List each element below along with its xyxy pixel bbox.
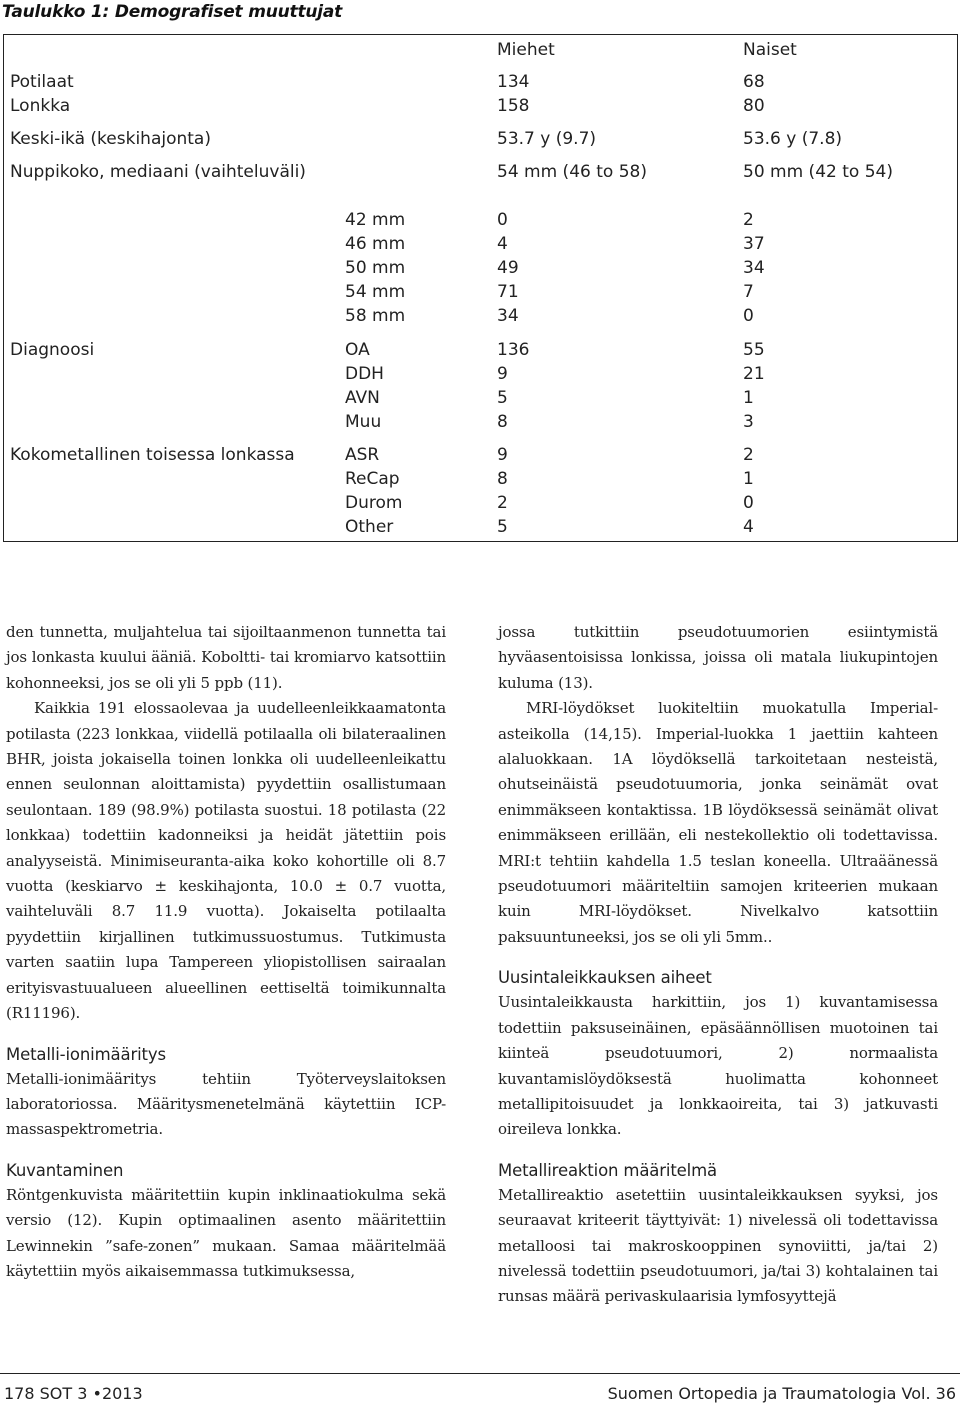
cell-lonkka-men: 158 xyxy=(497,96,530,116)
diagnoosi-men-values: 136 9 5 8 xyxy=(497,340,530,432)
diagnoosi-women-values: 55 21 1 3 xyxy=(743,340,765,432)
paragraph: jossa tutkittiin pseudotuumorien esiintymistä hyväasentoisissa lonkissa, joissa oli matala liukupintojen kuluma (13). xyxy=(498,623,938,692)
diagnoosi-sub-labels: OA DDH AVN Muu xyxy=(345,340,384,432)
kokometallinen-women-values: 2 1 0 4 xyxy=(743,445,754,537)
row-label-potilaat: Potilaat xyxy=(10,72,74,92)
footer-page-info: 178 SOT 3 •2013 xyxy=(4,1384,143,1403)
paragraph: Kaikkia 191 elossaolevaa ja uudelleenleikkaamatonta potilasta (223 lonkkaa, viidellä potilaalla oli bilateraalinen BHR, joista jokaisella toinen lonkka oli uudelleenleikattu ennen seulonnan aloittamista) pyydettiin osallistumaan seulontaan. 189 (98.9%) potilasta suostui. 18 potilasta (22 lonkkaa) todettiin kadonneiksi ja heidät jätettiin pois analyyseistä. Minimiseuranta-aika koko kohortille oli 8.7 vuotta (keskiarvo ± keskihajonta, 10.0 ± 0.7 vuotta, vaihteluväli 8.7 11.9 vuotta). Jokaiselta potilaalta pyydettiin kirjallinen tutkimussuostumus. Tutkimusta varten saatiin lupa Tampereen yliopistollisen sairaalan erityisvastuualueen alueellinen eettiseltä toimikunnalta (R11196). xyxy=(6,699,446,1023)
kokometallinen-men-values: 9 8 2 5 xyxy=(497,445,508,537)
row-label-size: Nuppikoko, mediaani (vaihteluväli) xyxy=(10,162,306,182)
cell-age-men: 53.7 y (9.7) xyxy=(497,129,597,149)
table-caption: Taulukko 1: Demografiset muuttujat xyxy=(2,2,343,22)
size-women-values: 2 37 34 7 0 xyxy=(743,210,765,326)
paragraph: MRI-löydökset luokiteltiin muokatulla Imperial-asteikolla (14,15). Imperial-luokka 1 jaettiin kahteen alaluokkaan. 1A löydöksellä tarkoitetaan nesteistä, ohutseinäistä pseudotuumoria, jonka seinämät ovat enimmäkseen kontaktissa. 1B löydöksessä seinämät olivat enimmäkseen erillään, eli nestekollektio oli todettavissa. MRI:t tehtiin kahdella 1.5 teslan koneella. Ultraäänessä pseudotuumori määriteltiin samojen kriteerien mukaan kuin MRI-löydökset. Nivelkalvo katsottiin paksuuntuneeksi, jos se oli yli 5mm.. xyxy=(498,699,938,946)
size-men-values: 0 4 49 71 34 xyxy=(497,210,519,326)
paragraph: Metalli-ionimääritys tehtiin Työterveyslaitoksen laboratoriossa. Määritysmenetelmänä käytettiin ICP-massaspektrometria. xyxy=(6,1069,446,1139)
row-label-kokometallinen: Kokometallinen toisessa lonkassa xyxy=(10,445,295,465)
right-text-column xyxy=(498,620,938,1310)
section-heading-metallireaktio: Metallireaktion määritelmä xyxy=(498,1160,717,1180)
section-heading-kuvantaminen: Kuvantaminen xyxy=(6,1160,124,1180)
header-women: Naiset xyxy=(743,40,797,60)
section-heading-uusinta: Uusintaleikkauksen aiheet xyxy=(498,968,712,988)
paragraph: Uusintaleikkausta harkittiin, jos 1) kuvantamisessa todettiin paksuseinäinen, epäsäännöllisen muotoinen tai kiinteä pseudotuumori, 2) normaalista kuvantamislöydöksestä huolimatta kohonneet metallipitoisuudet ja lonkkaoireita, tai 3) jatkuvasti oireileva lonkka. xyxy=(498,993,938,1139)
kokometallinen-sub-labels: ASR ReCap Durom Other xyxy=(345,445,403,537)
row-label-lonkka: Lonkka xyxy=(10,96,71,116)
header-men: Miehet xyxy=(497,40,555,60)
paragraph: Metallireaktio asetettiin uusintaleikkauksen syyksi, jos seuraavat kriteerit täyttyivät: 1) nivelessä oli todettavissa metalloosi tai makroskooppinen synoviitti, ja/tai 2) nivelessä todettiin pseudotuumori, ja/tai 3) kohtalainen tai runsas määrä perivaskulaarisia lymfosyyttejä xyxy=(498,1185,938,1306)
cell-lonkka-women: 80 xyxy=(743,96,765,116)
cell-potilaat-women: 68 xyxy=(743,72,765,92)
paragraph: Röntgenkuvista määritettiin kupin inklinaatiokulma sekä versio (12). Kupin optimaalinen asento määritettiin Lewinnekin ”safe-zonen” mukaan. Samaa määritelmää käytettiin myös aikaisemmassa tutkimuksessa, xyxy=(6,1185,446,1280)
row-label-diagnoosi: Diagnoosi xyxy=(10,340,95,360)
left-text-column xyxy=(6,620,446,1284)
section-heading-metalli: Metalli-ionimääritys xyxy=(6,1044,166,1064)
paragraph: den tunnetta, muljahtelua tai sijoiltaanmenon tunnetta tai jos lonkasta kuului ääniä. Koboltti- tai kromiarvo katsottiin kohonneeksi, jos se oli yli 5 ppb (11). xyxy=(6,623,446,692)
footer-rule xyxy=(0,1373,960,1374)
row-label-age: Keski-ikä (keskihajonta) xyxy=(10,129,211,149)
cell-size-men: 54 mm (46 to 58) xyxy=(497,162,647,182)
cell-age-women: 53.6 y (7.8) xyxy=(743,129,843,149)
cell-size-women: 50 mm (42 to 54) xyxy=(743,162,893,182)
cell-potilaat-men: 134 xyxy=(497,72,530,92)
size-labels: 42 mm 46 mm 50 mm 54 mm 58 mm xyxy=(345,210,406,326)
footer-journal: Suomen Ortopedia ja Traumatologia Vol. 36 xyxy=(607,1384,956,1403)
